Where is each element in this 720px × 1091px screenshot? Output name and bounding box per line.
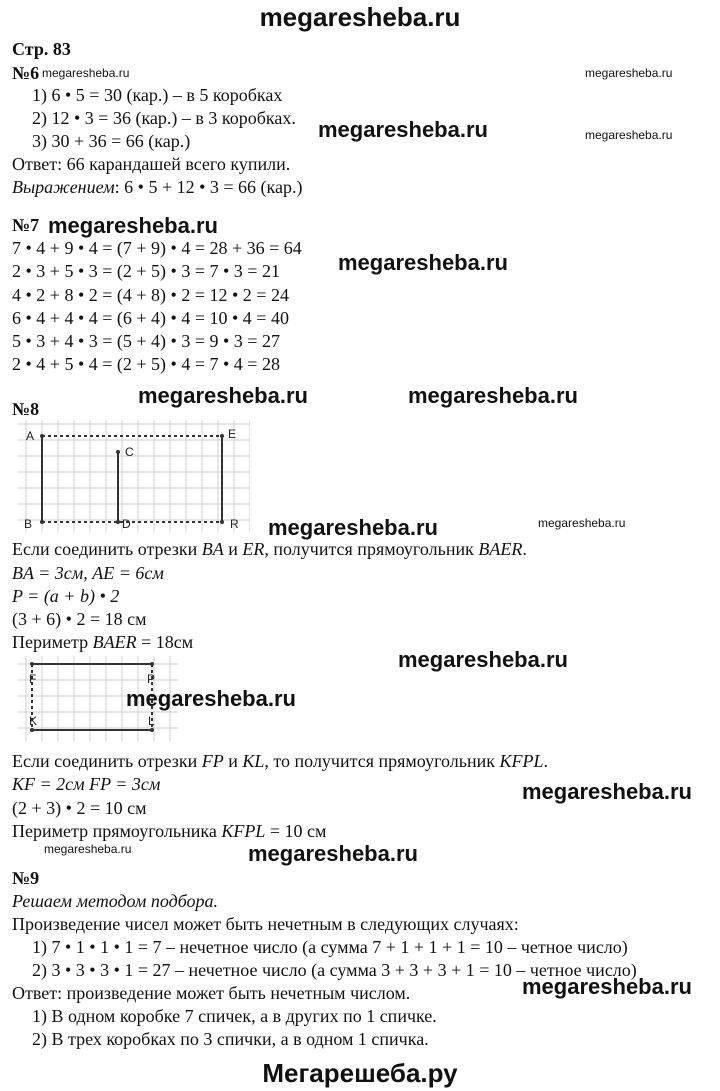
watermark: megaresheba.ru <box>338 250 508 275</box>
watermark: megaresheba.ru <box>318 117 488 142</box>
task9-case: 2) 3 • 3 • 3 • 1 = 27 – нечетное число (а сумма 3 + 3 + 3 + 1 = 10 – четное число) <box>32 960 637 980</box>
text: Периметр прямоугольника <box>12 821 222 841</box>
watermark: megaresheba.ru <box>48 213 218 238</box>
task8-sentence-1 <box>12 538 527 560</box>
point-label-l: L <box>148 714 155 728</box>
task7-number: №7 <box>12 215 40 235</box>
task6-expression <box>12 176 303 198</box>
task6-number: №6 <box>12 63 40 83</box>
task7-line: 6 • 4 + 4 • 4 = (6 + 4) • 4 = 10 • 4 = 40 <box>12 308 289 328</box>
task7-line: 2 • 4 + 5 • 4 = (2 + 5) • 4 = 7 • 4 = 28 <box>12 354 280 374</box>
task6-step: 2) 12 • 3 = 36 (кар.) – в 3 коробках. <box>32 108 296 128</box>
watermark: megaresheba.ru <box>126 686 296 711</box>
text: . <box>543 751 549 771</box>
point-label-f: F <box>29 672 37 686</box>
watermark: megaresheba.ru <box>585 128 673 142</box>
task8-dims-2: KF = 2см FP = 3см <box>12 774 161 794</box>
rectangle-name: KFPL <box>499 751 544 771</box>
task6-expression-value: : 6 • 5 + 12 • 3 = 66 (кар.) <box>114 177 303 197</box>
task8-formula: P = (a + b) • 2 <box>12 586 120 606</box>
point-label-b: B <box>24 517 33 531</box>
text: и <box>223 751 243 771</box>
task6-answer: Ответ: 66 карандашей всего купили. <box>12 154 291 174</box>
segment-name: KL <box>242 751 265 771</box>
rectangle-name: KFPL <box>221 821 266 841</box>
watermark: megaresheba.ru <box>42 66 130 80</box>
segment-name: ER <box>242 539 265 559</box>
text: = 10 см <box>265 821 327 841</box>
text: . <box>522 539 527 559</box>
segment-name: BA <box>201 539 224 559</box>
text: Если соединить отрезки <box>12 751 202 771</box>
task8-calc-1: (3 + 6) • 2 = 18 см <box>12 609 147 629</box>
watermark: megaresheba.ru <box>538 516 626 530</box>
task8-calc-2: (2 + 3) • 2 = 10 см <box>12 798 147 818</box>
text: = 18см <box>136 632 194 652</box>
watermark: megaresheba.ru <box>522 779 692 804</box>
text: Периметр <box>12 632 93 652</box>
task7-line: 5 • 3 + 4 • 3 = (5 + 4) • 3 = 9 • 3 = 27 <box>12 331 280 351</box>
watermark: megaresheba.ru <box>138 383 308 408</box>
task9-intro: Произведение чисел может быть нечетным в следующих случаях: <box>12 914 519 934</box>
site-footer: Мегарешеба.ру <box>262 1058 458 1088</box>
rectangle-name: BAER <box>92 632 137 652</box>
page-number: Стр. 83 <box>12 39 71 59</box>
rectangle-name: BAER <box>478 539 523 559</box>
task7-line: 2 • 3 + 5 • 3 = (2 + 5) • 3 = 7 • 3 = 21 <box>12 261 280 281</box>
task9-answer: Ответ: произведение может быть нечетным числом. <box>12 983 411 1003</box>
task9-case: 1) 7 • 1 • 1 • 1 = 7 – нечетное число (а сумма 7 + 1 + 1 + 1 = 10 – четное число) <box>32 937 628 957</box>
point-label-e: E <box>228 427 237 441</box>
point-label-d: D <box>122 517 131 531</box>
watermark: megaresheba.ru <box>408 383 578 408</box>
segment-name: FP <box>201 751 224 771</box>
task8-dims-1: BA = 3см, AE = 6см <box>12 563 164 583</box>
point-label-p: P <box>147 672 156 686</box>
watermark: megaresheba.ru <box>44 842 132 856</box>
site-header: megaresheba.ru <box>259 2 461 32</box>
point-label-a: A <box>26 429 35 443</box>
task9-answer-item: 2) В трех коробках по 3 спички, а в одном 1 спичка. <box>32 1029 429 1049</box>
task9-number: №9 <box>12 868 40 888</box>
task8-perimeter-2 <box>12 820 326 842</box>
point-label-r: R <box>230 517 239 531</box>
task8-perimeter-1 <box>12 631 193 653</box>
text: , получится прямоугольник <box>264 539 479 559</box>
task7-line: 4 • 2 + 8 • 2 = (4 + 8) • 2 = 12 • 2 = 24 <box>12 285 289 305</box>
watermark: megaresheba.ru <box>268 515 438 540</box>
task9-method: Решаем методом подбора. <box>12 891 219 911</box>
text: и <box>223 539 243 559</box>
task8-sentence-2 <box>12 750 548 772</box>
point-label-k: K <box>29 714 38 728</box>
text: Если соединить отрезки <box>12 539 202 559</box>
task8-number: №8 <box>12 399 40 419</box>
task6-step: 1) 6 • 5 = 30 (кар.) – в 5 коробках <box>32 85 283 105</box>
task6-step: 3) 30 + 36 = 66 (кар.) <box>32 131 191 151</box>
task6-expression-label: Выражением <box>12 177 115 197</box>
task7-line: 7 • 4 + 9 • 4 = (7 + 9) • 4 = 28 + 36 = 64 <box>12 238 302 258</box>
figure-baer-grid <box>18 420 250 532</box>
text: , то получится прямоугольник <box>264 751 500 771</box>
watermark: megaresheba.ru <box>522 974 692 999</box>
watermark: megaresheba.ru <box>398 647 568 672</box>
watermark: megaresheba.ru <box>585 66 673 80</box>
task9-answer-item: 1) В одном коробке 7 спичек, а в других по 1 спичке. <box>32 1006 437 1026</box>
point-label-c: C <box>125 445 134 459</box>
watermark: megaresheba.ru <box>248 841 418 866</box>
